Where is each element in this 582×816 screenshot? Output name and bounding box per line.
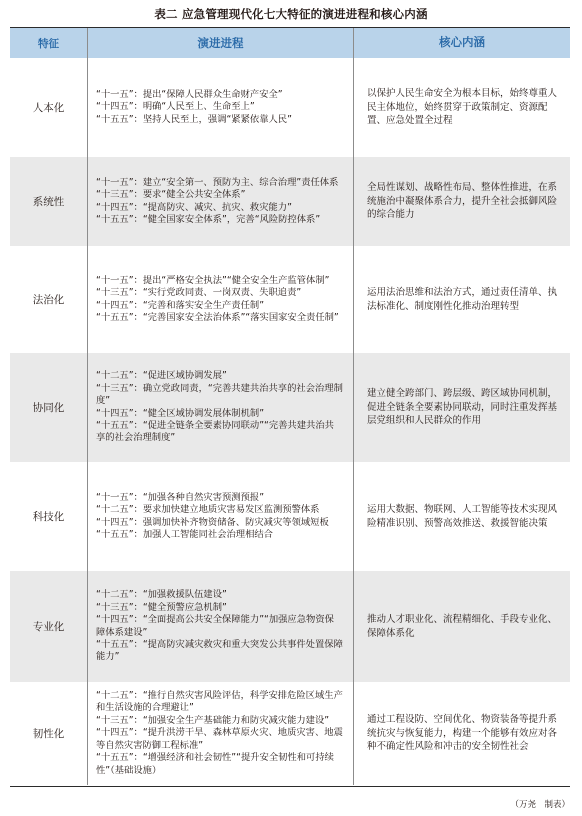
process-line: “十二五”：要求加快建立地质灾害易发区监测预警体系	[96, 504, 320, 516]
header-core: 核心内涵	[353, 28, 570, 58]
process-line: “十一五”：提出“保障人民群众生命财产安全”	[96, 88, 283, 100]
table-row	[10, 682, 570, 785]
process-line: “十一五”：建立“安全第一、预防为主、综合治理”责任体系	[96, 176, 339, 188]
core-cell: 通过工程设防、空间优化、物资装备等提升系统抗灾与恢复能力，构建一个能够有效应对各种不确定性风险和冲击的安全韧性社会	[353, 682, 570, 785]
feature-cell: 系统性	[32, 196, 65, 208]
process-line: “十五五”：“完善国家安全法治体系”“落实国家安全责任制”	[96, 311, 339, 323]
feature-cell: 科技化	[32, 511, 65, 523]
process-line: “十二五”：“加强救援队伍建设”	[96, 589, 227, 601]
process-line: “十三五”：确立党政同责，“完善共建共治共享的社会治理制度”	[96, 382, 343, 407]
process-line: “十五五”：“健全国家安全体系”，完善“风险防控体系”	[96, 213, 321, 225]
process-line: “十三五”：“加强安全生产基础能力和防灾减灾能力建设”	[96, 714, 330, 726]
process-line: “十四五”：“完善和落实安全生产责任制”	[96, 299, 265, 311]
process-line: “十一五”：“加强各种自然灾害预测预报”	[96, 491, 265, 503]
feature-cell: 法治化	[32, 294, 65, 306]
core-cell: 以保护人民生命安全为根本目标，始终尊重人民主体地位，始终贯穿于政策制定、资源配置、应急处置全过程	[353, 58, 570, 157]
table-credit: （万尧 制表）	[510, 800, 570, 810]
table-row	[10, 353, 570, 462]
process-line: “十三五”：要求“健全公共安全体系”	[96, 189, 246, 201]
process-line: “十五五”：“促进全链条全要素协同联动”“完善共建共治共享的社会治理制度”	[96, 419, 334, 444]
table-header-row	[10, 28, 570, 58]
process-cell	[87, 462, 353, 571]
core-cell: 全局性谋划、战略性布局、整体性推进，在系统施治中凝聚体系合力，提升全社会抵御风险的综合能力	[353, 157, 570, 246]
process-cell	[87, 58, 353, 157]
table-row	[10, 462, 570, 571]
process-line: “十二五”：“推行自然灾害风险评估，科学安排危险区域生产和生活设施的合理避让”	[96, 690, 343, 714]
table-row	[10, 58, 570, 157]
process-line: “十四五”：“健全区域协调发展体制机制”	[96, 407, 265, 419]
process-line: “十三五”：“实行党政同责、一岗双责、失职追责”	[96, 287, 302, 299]
feature-cell: 韧性化	[32, 728, 65, 740]
feature-cell: 人本化	[32, 102, 65, 114]
process-line: “十二五”：“促进区域协调发展”	[96, 370, 227, 382]
process-line: “十四五”：明确“人民至上、生命至上”	[96, 101, 255, 113]
process-line: “十五五”：“增强经济和社会韧性”“提升安全韧性和可持续性”（基础设施）	[96, 752, 334, 776]
evolution-table	[10, 27, 570, 787]
process-line: “十四五”：“全面提高公共安全保障能力”“加强应急物资保障体系建设”	[96, 614, 334, 638]
process-line: “十四五”：“提高防灾、减灾、抗灾、救灾能力”	[96, 201, 292, 213]
table-row	[10, 571, 570, 682]
process-cell	[87, 682, 353, 785]
process-cell	[87, 571, 353, 682]
header-process: 演进进程	[87, 28, 353, 58]
core-cell: 运用大数据、物联网、人工智能等技术实现风险精准识别、预警高效推送、救援智能决策	[353, 462, 570, 571]
process-line: “十四五”：“提升洪涝干旱、森林草原火灾、地质灾害、地震等自然灾害防御工程标准”	[96, 727, 343, 751]
table-title: 表二 应急管理现代化七大特征的演进进程和核心内涵	[154, 7, 428, 21]
process-line: “十五五”：坚持人民至上，强调“紧紧依靠人民”	[96, 113, 292, 125]
process-line: “十四五”：强调加快补齐物资储备、防灾减灾等领域短板	[96, 516, 329, 528]
process-line: “十五五”：加强人工智能同社会治理相结合	[96, 528, 273, 540]
core-cell: 运用法治思维和法治方式，通过责任清单、执法标准化、制度刚性化推动治理转型	[353, 246, 570, 353]
core-cell: 建立健全跨部门、跨层级、跨区域协同机制，促进全链条全要素协同联动，同时注重发挥基层党组织和人民群众的作用	[353, 353, 570, 462]
core-cell: 推动人才职业化、流程精细化、手段专业化、保障体系化	[353, 571, 570, 682]
process-line: “十五五”：“提高防灾减灾救灾和重大突发公共事件处置保障能力”	[96, 638, 343, 663]
feature-cell: 专业化	[32, 621, 65, 633]
process-cell	[87, 353, 353, 462]
process-line: “十一五”：提出“严格安全执法”“健全安全生产监管体制”	[96, 274, 330, 286]
table-row	[10, 246, 570, 353]
process-cell	[87, 246, 353, 353]
feature-cell: 协同化	[32, 402, 65, 414]
header-feature: 特征	[38, 37, 59, 50]
process-line: “十三五”：“健全预警应急机制”	[96, 601, 227, 613]
process-cell	[87, 157, 353, 246]
table-row	[10, 157, 570, 246]
